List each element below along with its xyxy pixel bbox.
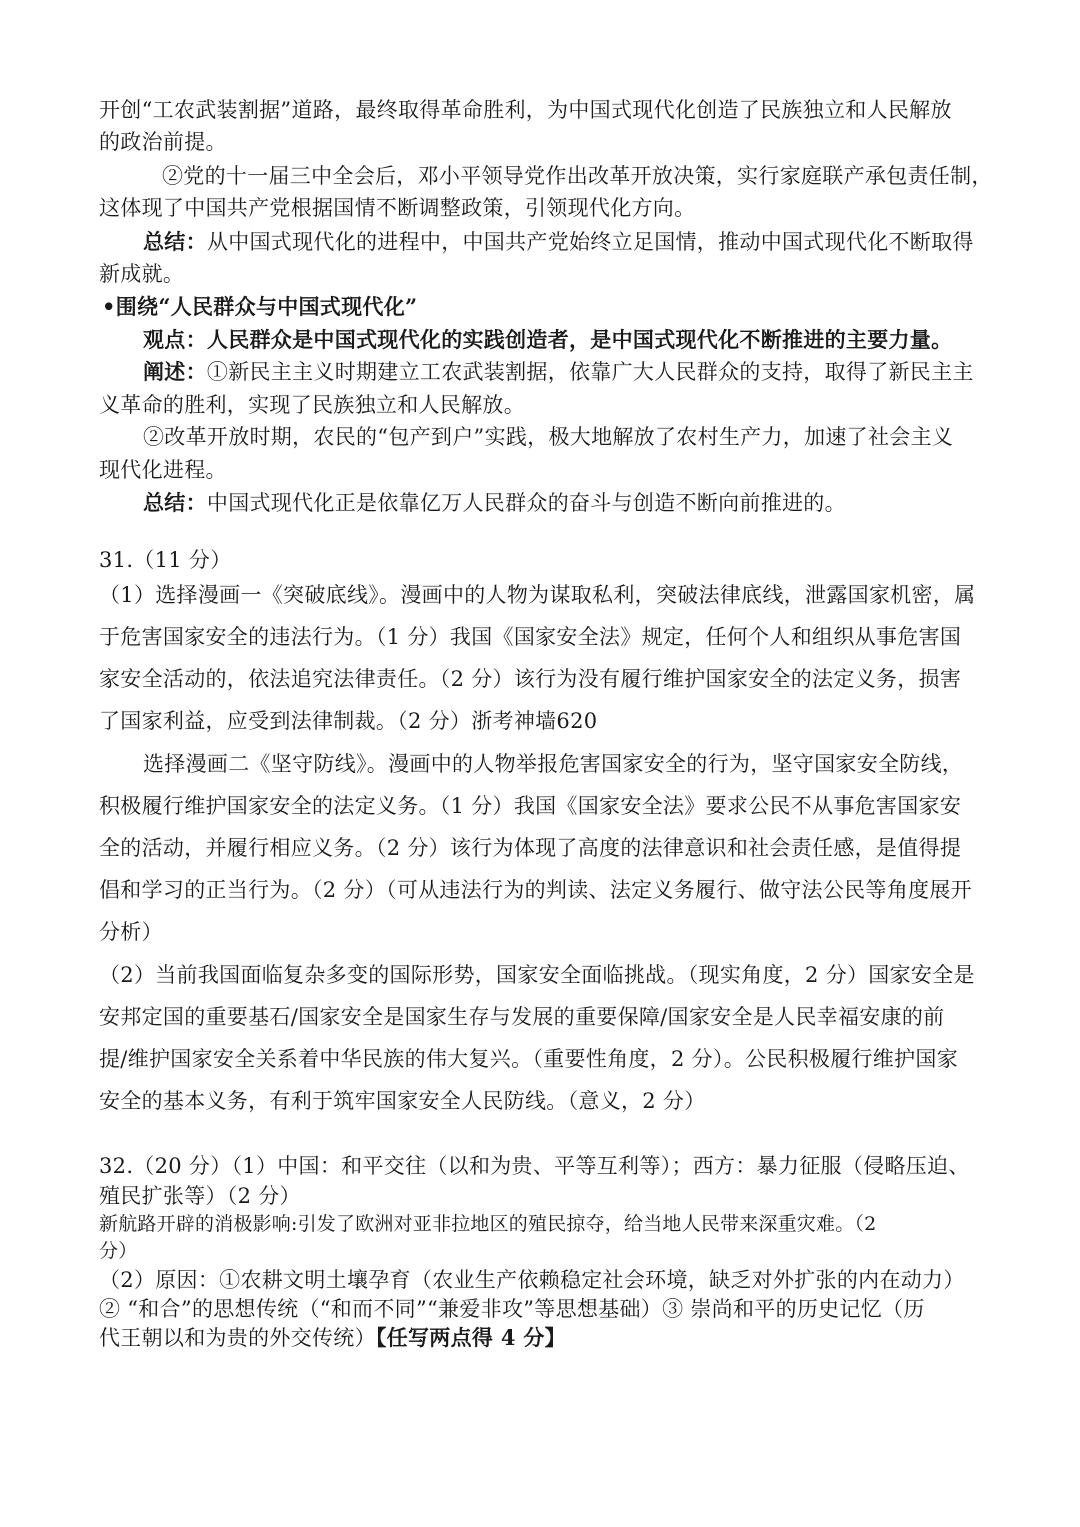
text-line: 殖民扩张等）（2 分）: [99, 1184, 301, 1208]
text-line: ② “和合”的思想传统（“和而不同”“兼爱非攻”等思想基础）③ 崇尚和平的历史记忆（历: [99, 1297, 925, 1321]
question-31-heading: 31.（11 分）: [99, 548, 232, 572]
text-line: （2）原因：①农耕文明土壤孕育（农业生产依赖稳定社会环境，缺乏对外扩张的内在动力）: [99, 1268, 965, 1292]
summary-line: 总结：从中国式现代化的进程中，中国共产党始终立足国情，推动中国式现代化不断取得: [143, 229, 974, 254]
summary-label: 总结：: [143, 490, 207, 515]
text-line: 分析）: [99, 920, 163, 944]
text-line: （1）选择漫画一《突破底线》。漫画中的人物为谋取私利，突破法律底线，泄露国家机密，属: [99, 583, 976, 607]
text-line: 提/维护国家安全关系着中华民族的伟大复兴。（重要性角度，2 分）。公民积极履行维护国家: [99, 1047, 959, 1071]
summary-label: 总结：: [143, 229, 207, 254]
text-line: 新成就。: [99, 262, 185, 286]
elaboration-line: 阐述：①新民主主义时期建立工农武装割据，依靠广大人民群众的支持，取得了新民主主: [143, 359, 974, 384]
scoring-note: 【任写两点得 4 分】: [375, 1325, 566, 1350]
summary-line: 总结：中国式现代化正是依靠亿万人民群众的奋斗与创造不断向前推进的。: [143, 490, 846, 515]
text-line: 了国家利益，应受到法律制裁。（2 分）浙考神墙620: [99, 709, 598, 733]
text-line: ②党的十一届三中全会后，邓小平领导党作出改革开放决策，实行家庭联产承包责任制，: [162, 164, 993, 188]
text-line: 分）: [99, 1240, 138, 1262]
text-line: （2）当前我国面临复杂多变的国际形势，国家安全面临挑战。（现实角度，2 分）国家安全是: [99, 963, 975, 987]
viewpoint-line: 观点：人民群众是中国式现代化的实践创造者，是中国式现代化不断推进的主要力量。: [143, 327, 953, 352]
text-line: 于危害国家安全的违法行为。（1 分）我国《国家安全法》规定，任何个人和组织从事危害国: [99, 625, 962, 649]
elaboration-label: 阐述：: [143, 359, 207, 384]
question-32-heading: 32.（20 分）（1）中国：和平交往（以和为贵、平等互利等）；西方：暴力征服（侵略压迫、: [99, 1154, 970, 1178]
text-line: 倡和学习的正当行为。（2 分）（可从违法行为的判读、法定义务履行、做守法公民等角度展开: [99, 878, 972, 902]
text-line: 新航路开辟的消极影响:引发了欧洲对亚非拉地区的殖民掠夺，给当地人民带来深重灾难。（2: [99, 1213, 877, 1235]
text-line: 全的活动，并履行相应义务。（2 分）该行为体现了高度的法律意识和社会责任感，是值得提: [99, 836, 962, 860]
text-line: 的政治前提。: [99, 130, 227, 154]
text-line: 义革命的胜利，实现了民族独立和人民解放。: [99, 393, 525, 417]
section-heading: •围绕“人民群众与中国式现代化”: [102, 294, 418, 319]
text-line: ②改革开放时期，农民的“包产到户”实践，极大地解放了农村生产力，加速了社会主义: [143, 425, 954, 449]
viewpoint-label: 观点：: [143, 327, 207, 352]
text-line: 选择漫画二《坚守防线》。漫画中的人物举报危害国家安全的行为，坚守国家安全防线，: [143, 752, 964, 776]
text-line: 开创“工农武装割据”道路，最终取得革命胜利，为中国式现代化创造了民族独立和人民解放: [99, 98, 952, 122]
text-line: 现代化进程。: [99, 458, 227, 482]
text-line: 安全的基本义务，有利于筑牢国家安全人民防线。（意义，2 分）: [99, 1089, 706, 1113]
text-line: 这体现了中国共产党根据国情不断调整政策，引领现代化方向。: [99, 196, 696, 220]
text-line: 安邦定国的重要基石/国家安全是国家生存与发展的重要保障/国家安全是人民幸福安康的前: [99, 1005, 945, 1029]
text-line: 家安全活动的，依法追究法律责任。（2 分）该行为没有履行维护国家安全的法定义务，损害: [99, 667, 962, 691]
text-line: 代王朝以和为贵的外交传统）【任写两点得 4 分】: [99, 1325, 566, 1350]
text-line: 积极履行维护国家安全的法定义务。（1 分）我国《国家安全法》要求公民不从事危害国家安: [99, 794, 962, 818]
